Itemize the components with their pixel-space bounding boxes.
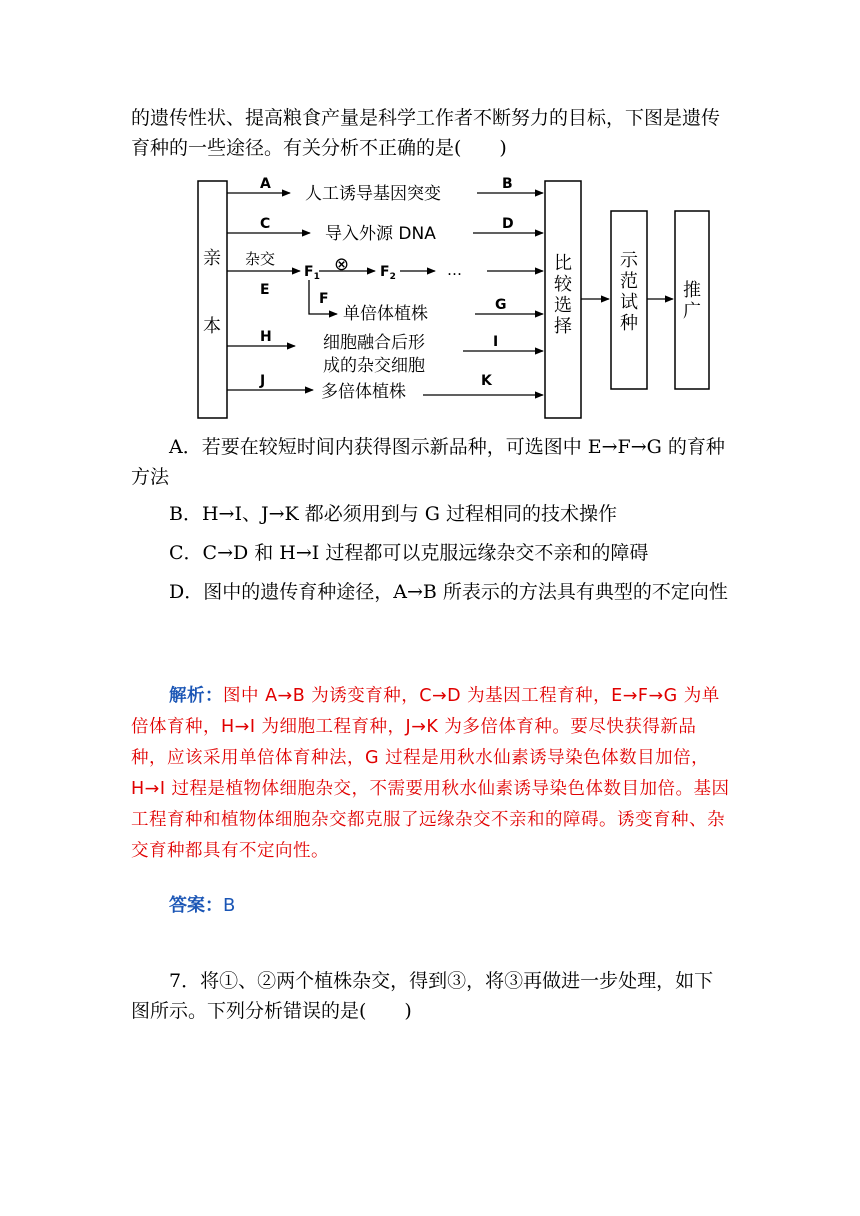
analysis-label: 解析： [169, 686, 223, 706]
option-c: C．C→D 和 H→I 过程都可以克服远缘杂交不亲和的障碍 [169, 542, 649, 564]
demo-label-3: 试 [620, 292, 638, 313]
answer-value: B [223, 895, 236, 916]
compare-label-1: 比 [554, 253, 572, 274]
option-b: B．H→I、J→K 都必须用到与 G 过程相同的技术操作 [169, 503, 617, 525]
question-7: 7．将①、②两个植株杂交，得到③，将③再做进一步处理，如下图所示。下列分析错误的是( ) [131, 970, 714, 1022]
row5-text-2: 成的杂交细胞 [323, 356, 425, 376]
demo-label-2: 范 [620, 271, 638, 292]
row5-text-1: 细胞融合后形 [323, 333, 425, 353]
promote-label-1: 推 [683, 280, 701, 301]
compare-label-4: 择 [554, 316, 572, 337]
compare-label-3: 选 [554, 295, 572, 316]
parent-box [198, 181, 227, 418]
breeding-pathways-diagram [195, 176, 735, 422]
option-a: A．若要在较短时间内获得图示新品种，可选图中 E→F→G 的育种方法 [131, 436, 725, 488]
self-cross-symbol: ⊗ [334, 254, 350, 275]
parent-label-2: 本 [203, 316, 221, 337]
ellipsis: … [447, 261, 462, 279]
parent-label-1: 亲 [203, 248, 221, 269]
letter-b: B [502, 176, 513, 192]
letter-g: G [495, 297, 507, 313]
f1-label: $F_1$ [304, 264, 320, 282]
letter-e: E [260, 282, 270, 298]
option-d: D．图中的遗传育种途径，A→B 所表示的方法具有典型的不定向性 [169, 581, 728, 603]
letter-h: H [260, 329, 272, 345]
letter-j: J [260, 373, 266, 389]
letter-c: C [260, 216, 271, 232]
demo-label-1: 示 [620, 250, 638, 271]
letter-a: A [260, 176, 271, 192]
analysis [131, 681, 731, 867]
promote-label-2: 广 [683, 301, 701, 322]
letter-k: K [481, 373, 492, 389]
demo-label-4: 种 [620, 313, 638, 334]
answer-label: 答案： [169, 895, 223, 916]
analysis-text: 图中 A→B 为诱变育种，C→D 为基因工程育种，E→F→G 为单倍体育种，H→I 为细胞工程育种，J→K 为多倍体育种。要尽快获得新品种，应该采用单倍体育种法，G 过程是用秋水仙素诱导染色体数目加倍，H→I 过程是植物体细胞杂交，不需要用秋水仙素诱导染色体数目加倍。基因工程育种和植物体细胞杂交都克服了远缘杂交不亲和的障碍。诱变育种、杂交育种都具有不定向性。 [131, 686, 730, 861]
row6-text: 多倍体植株 [321, 382, 406, 402]
row1-text: 人工诱导基因突变 [305, 184, 441, 204]
question-intro: 的遗传性状、提高粮食产量是科学工作者不断努力的目标，下图是遗传育种的一些途径。有关分析不正确的是( ) [131, 107, 721, 159]
letter-f: F [319, 291, 329, 307]
letter-d: D [502, 216, 514, 232]
compare-label-2: 较 [554, 274, 572, 295]
row4-text: 单倍体植株 [343, 304, 428, 324]
f2-label: $F_2$ [380, 264, 396, 282]
letter-i: I [493, 334, 499, 350]
row2-text: 导入外源 DNA [325, 224, 436, 244]
cross-label: 杂交 [245, 250, 276, 268]
answer [131, 891, 731, 921]
